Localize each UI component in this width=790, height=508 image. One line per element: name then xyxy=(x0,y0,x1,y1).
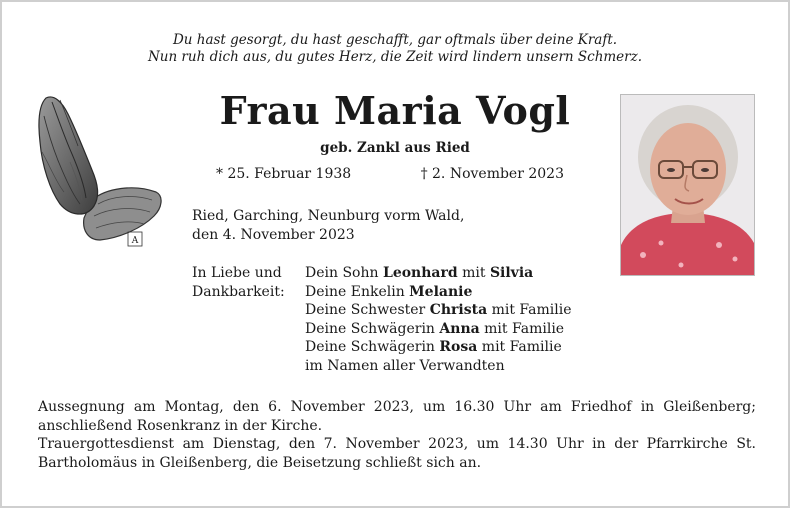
deceased-name: Frau Maria Vogl xyxy=(219,88,571,133)
poem xyxy=(2,32,788,66)
mourner-entry: Deine Schwägerin Anna mit Familie xyxy=(305,320,565,337)
birth-date: * 25. Februar 1938 xyxy=(216,166,352,182)
mourner-entry: Dein Sohn Leonhard mit Silvia xyxy=(305,265,534,281)
service-details xyxy=(38,398,756,472)
birth-name: geb. Zankl aus Ried xyxy=(320,140,470,156)
mourners-label xyxy=(192,264,305,375)
poem-line-2: Nun ruh dich aus, du gutes Herz, die Zeit wird lindern unsern Schmerz. xyxy=(147,49,643,65)
place-and-date xyxy=(192,207,464,245)
mourner-entry: Deine Enkelin Melanie xyxy=(305,283,473,300)
mourner-entry: Deine Schwägerin Rosa mit Familie xyxy=(305,339,562,355)
mourners-label-line-1: In Liebe und xyxy=(192,265,282,281)
mass-text: Trauergottesdienst am Dienstag, den 7. November 2023, um 14.30 Uhr in der Pfarrkirche St. Bartholomäus in Gleißenberg, die Beisetzung schließt sich an. xyxy=(38,436,756,471)
svg-text:A: A xyxy=(131,236,139,246)
life-dates xyxy=(216,166,564,182)
blessing-text: Aussegnung am Montag, den 6. November 2023, um 16.30 Uhr am Friedhof in Gleißenberg; anschließend Rosenkranz in der Kirche. xyxy=(38,399,756,434)
date-line: den 4. November 2023 xyxy=(192,227,355,243)
mourners-list xyxy=(305,264,572,375)
portrait-photo xyxy=(620,94,755,276)
poem-line-1: Du hast gesorgt, du hast geschafft, gar oftmals über deine Kraft. xyxy=(172,32,618,48)
mourner-entry: Deine Schwester Christa mit Familie xyxy=(305,302,572,318)
death-date: † 2. November 2023 xyxy=(420,166,564,182)
place-line: Ried, Garching, Neunburg vorm Wald, xyxy=(192,208,465,224)
mourner-entry: im Namen aller Verwandten xyxy=(305,357,505,374)
mourners-label-line-2: Dankbarkeit: xyxy=(192,283,285,300)
mourners-block xyxy=(192,264,572,375)
